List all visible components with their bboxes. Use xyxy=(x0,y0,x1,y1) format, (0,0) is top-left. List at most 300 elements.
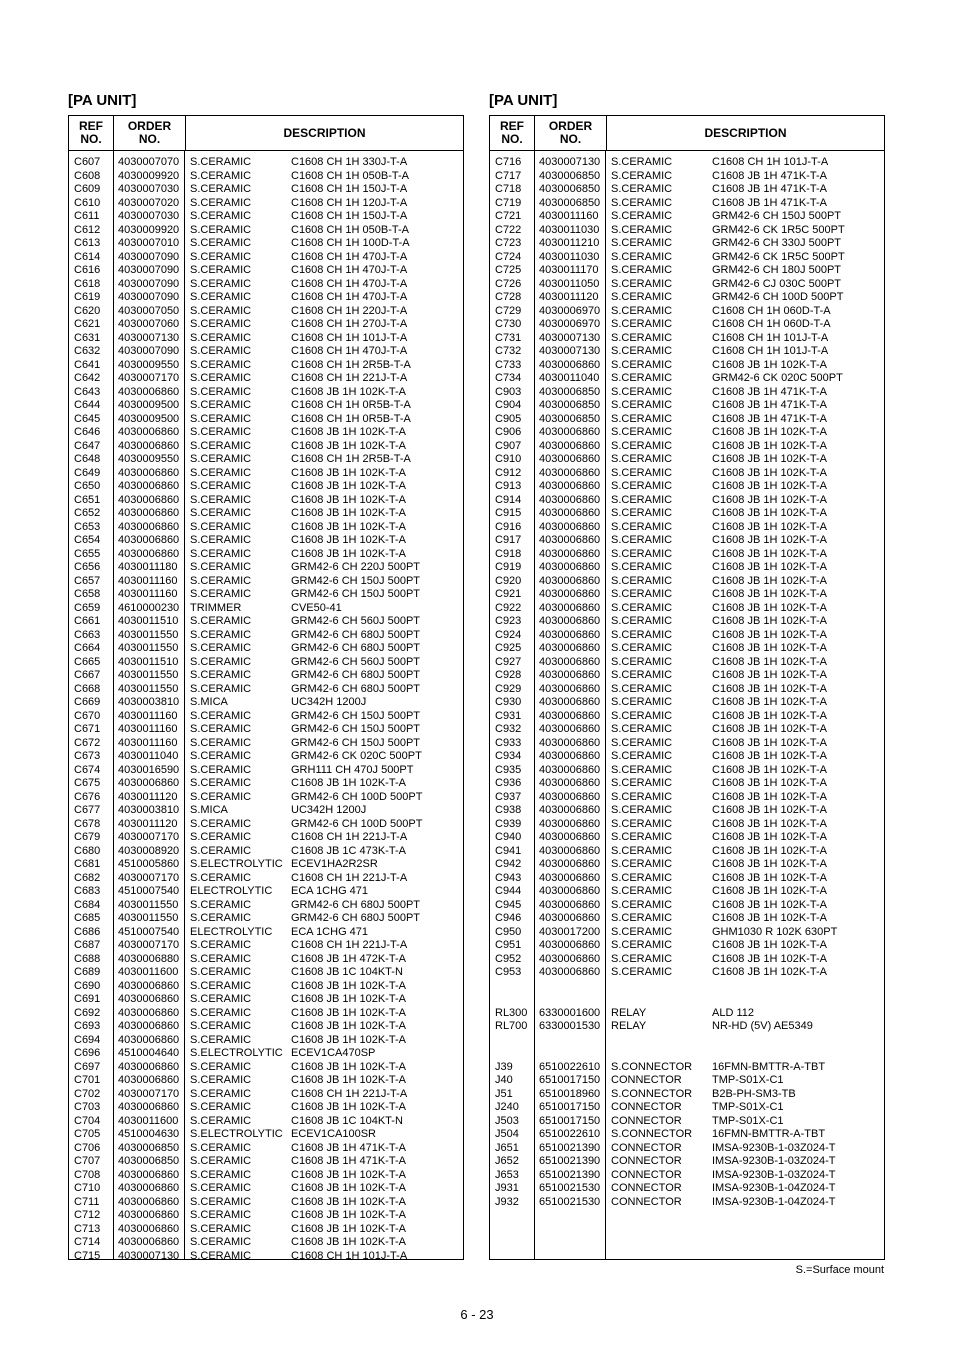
part-type-cell: S.CERAMIC xyxy=(190,439,252,452)
ref-no-cell: C918 xyxy=(495,547,522,560)
table-row xyxy=(69,818,463,832)
table-row xyxy=(69,858,463,872)
part-type-cell: S.CERAMIC xyxy=(190,952,252,965)
table-row xyxy=(69,602,463,616)
part-type-cell: S.CERAMIC xyxy=(190,817,252,830)
part-type-cell: CONNECTOR xyxy=(611,1168,682,1181)
part-type-cell: S.CERAMIC xyxy=(190,507,252,519)
ref-no-cell: C729 xyxy=(495,304,522,317)
part-type-cell: S.CERAMIC xyxy=(190,372,252,384)
part-type-cell: S.CERAMIC xyxy=(190,210,252,222)
part-spec-cell: C1608 CH 1H 330J-T-A xyxy=(291,156,408,168)
order-no-cell: 4030006850 xyxy=(118,1141,180,1154)
ref-no-cell: C930 xyxy=(495,696,522,708)
part-spec-cell: C1608 JB 1H 102K-T-A xyxy=(712,952,827,965)
part-type-cell: S.CERAMIC xyxy=(611,237,673,249)
ref-no-cell: C940 xyxy=(495,831,522,843)
table-row xyxy=(490,251,884,265)
part-spec-cell: C1608 CH 1H 2R5B-T-A xyxy=(291,358,411,371)
part-type-cell: S.CERAMIC xyxy=(611,912,673,924)
part-spec-cell: TMP-S01X-C1 xyxy=(712,1101,784,1113)
part-type-cell: S.CERAMIC xyxy=(611,156,673,168)
order-no-cell: 4030006850 xyxy=(539,169,601,182)
ref-no-cell: C704 xyxy=(74,1114,101,1127)
table-row xyxy=(490,912,884,926)
part-spec-cell: GRM42-6 CH 150J 500PT xyxy=(291,736,420,749)
table-row xyxy=(69,305,463,319)
part-type-cell: CONNECTOR xyxy=(611,1155,682,1167)
part-type-cell: S.CERAMIC xyxy=(611,844,673,857)
table-row xyxy=(490,1074,884,1088)
order-no-cell: 4030007070 xyxy=(118,156,180,168)
ref-no-cell: C952 xyxy=(495,952,522,965)
order-no-cell: 4030011160 xyxy=(118,709,178,722)
part-spec-cell: C1608 CH 1H 2R5B-T-A xyxy=(291,453,411,465)
order-no-cell: 4030007050 xyxy=(118,304,180,317)
table-row xyxy=(69,723,463,737)
table-row xyxy=(69,534,463,548)
order-no-cell: 4030009920 xyxy=(118,169,180,182)
table-row xyxy=(69,453,463,467)
order-no-cell: 6510017150 xyxy=(539,1101,601,1113)
part-spec-cell: C1608 CH 1H 101J-T-A xyxy=(291,1249,408,1262)
ref-no-cell: C687 xyxy=(74,939,101,951)
table-row xyxy=(69,1223,463,1237)
part-spec-cell: C1608 CH 1H 100D-T-A xyxy=(291,237,410,249)
table-row xyxy=(69,1115,463,1129)
table-row xyxy=(69,170,463,184)
right-unit-title: [PA UNIT] xyxy=(489,92,558,109)
order-no-cell: 4030006860 xyxy=(118,993,180,1005)
part-spec-cell: C1608 JB 1H 102K-T-A xyxy=(712,601,827,614)
part-spec-cell: C1608 JB 1H 471K-T-A xyxy=(712,196,827,209)
table-row xyxy=(490,818,884,832)
part-spec-cell: C1608 JB 1H 102K-T-A xyxy=(712,453,827,465)
ref-no-cell: C654 xyxy=(74,534,101,546)
part-type-cell: S.CERAMIC xyxy=(190,1249,252,1262)
table-row xyxy=(69,939,463,953)
table-row xyxy=(490,264,884,278)
ref-no-cell: J932 xyxy=(495,1195,519,1208)
table-row xyxy=(69,467,463,481)
part-type-cell: S.CERAMIC xyxy=(611,264,673,276)
ref-no-cell: C656 xyxy=(74,561,101,573)
part-spec-cell: C1608 CH 1H 470J-T-A xyxy=(291,277,408,290)
table-row xyxy=(490,669,884,683)
part-type-cell: S.CERAMIC xyxy=(611,939,673,951)
part-type-cell: S.CERAMIC xyxy=(190,385,252,398)
part-type-cell: S.CERAMIC xyxy=(190,736,252,749)
table-row xyxy=(69,1047,463,1061)
ref-no-cell: C670 xyxy=(74,709,101,722)
table-row xyxy=(69,251,463,265)
part-spec-cell: C1608 CH 1H 101J-T-A xyxy=(291,331,408,344)
part-spec-cell: 16FMN-BMTTR-A-TBT xyxy=(712,1128,826,1140)
ref-no-cell: C706 xyxy=(74,1141,101,1154)
part-spec-cell: C1608 JB 1H 102K-T-A xyxy=(712,736,827,749)
order-no-cell: 4030009550 xyxy=(118,453,180,465)
table-row xyxy=(490,953,884,967)
part-spec-cell: GRM42-6 CH 100D 500PT xyxy=(291,790,423,803)
ref-no-cell: C722 xyxy=(495,223,522,236)
order-no-cell: 4030006860 xyxy=(539,750,601,762)
table-row xyxy=(69,210,463,224)
table-row xyxy=(69,440,463,454)
ref-no-cell: C697 xyxy=(74,1060,101,1073)
order-no-cell: 4030006860 xyxy=(539,439,601,452)
table-row xyxy=(490,534,884,548)
order-no-cell: 4030006860 xyxy=(118,480,180,492)
order-no-cell: 4030011120 xyxy=(539,291,599,303)
part-type-cell: S.CERAMIC xyxy=(611,183,673,195)
table-row xyxy=(490,926,884,940)
ref-no-cell: C734 xyxy=(495,372,522,384)
table-row xyxy=(490,1088,884,1102)
ref-no-cell: C925 xyxy=(495,642,522,654)
ref-no-cell: C943 xyxy=(495,871,522,884)
ref-no-cell: C672 xyxy=(74,736,101,749)
table-body xyxy=(69,156,463,1263)
part-type-cell: S.CERAMIC xyxy=(611,520,673,533)
part-type-cell: S.CERAMIC xyxy=(611,426,673,438)
header-order-no: ORDER NO. xyxy=(113,116,185,150)
order-no-cell: 4030011030 xyxy=(539,223,600,236)
part-type-cell: S.CERAMIC xyxy=(611,588,673,600)
ref-no-cell: C922 xyxy=(495,601,522,614)
table-row xyxy=(69,413,463,427)
part-type-cell: S.CERAMIC xyxy=(190,588,252,600)
order-no-cell: 4030006860 xyxy=(118,777,180,789)
order-no-cell: 4030006860 xyxy=(118,1236,180,1248)
part-spec-cell: C1608 JB 1H 102K-T-A xyxy=(291,385,406,398)
order-no-cell: 4030011550 xyxy=(118,898,179,911)
table-row xyxy=(490,1061,884,1075)
order-no-cell: 4030006860 xyxy=(118,507,180,519)
part-type-cell: S.CERAMIC xyxy=(611,453,673,465)
part-spec-cell: C1608 CH 1H 220J-T-A xyxy=(291,304,408,317)
order-no-cell: 4030006860 xyxy=(118,1182,180,1194)
left-unit-title: [PA UNIT] xyxy=(68,92,137,109)
ref-no-cell: C932 xyxy=(495,723,522,735)
ref-no-cell: C913 xyxy=(495,480,522,492)
part-spec-cell: C1608 JB 1H 102K-T-A xyxy=(712,655,827,668)
part-type-cell: S.CERAMIC xyxy=(611,507,673,519)
part-type-cell: S.CERAMIC xyxy=(611,858,673,870)
ref-no-cell: C675 xyxy=(74,777,101,789)
part-type-cell: S.CERAMIC xyxy=(190,399,252,411)
part-spec-cell: C1608 JB 1H 102K-T-A xyxy=(712,561,827,573)
part-spec-cell: GRM42-6 CK 020C 500PT xyxy=(291,750,422,762)
ref-no-cell: C619 xyxy=(74,291,101,303)
ref-no-cell: C650 xyxy=(74,480,101,492)
table-row xyxy=(69,386,463,400)
table-row xyxy=(69,1142,463,1156)
order-no-cell: 4030006850 xyxy=(539,412,601,425)
table-row xyxy=(490,440,884,454)
table-row xyxy=(490,453,884,467)
part-spec-cell: IMSA-9230B-1-04Z024-T xyxy=(712,1195,836,1208)
table-row xyxy=(69,345,463,359)
part-type-cell: S.CERAMIC xyxy=(190,912,252,924)
order-no-cell: 4030011120 xyxy=(118,790,178,803)
ref-no-cell: C696 xyxy=(74,1047,101,1059)
table-row xyxy=(69,359,463,373)
order-no-cell: 6510022610 xyxy=(539,1128,601,1140)
table-row xyxy=(490,845,884,859)
part-spec-cell: GRM42-6 CH 680J 500PT xyxy=(291,642,420,654)
part-type-cell: S.CERAMIC xyxy=(611,790,673,803)
header-description: DESCRIPTION xyxy=(606,116,884,150)
table-row xyxy=(490,1155,884,1169)
ref-no-cell: C610 xyxy=(74,196,101,209)
part-spec-cell: C1608 JB 1C 473K-T-A xyxy=(291,844,406,857)
part-type-cell: S.CERAMIC xyxy=(190,682,252,695)
table-row xyxy=(69,426,463,440)
part-type-cell: S.CERAMIC xyxy=(611,952,673,965)
part-type-cell: S.CERAMIC xyxy=(190,1101,252,1113)
ref-no-cell: C681 xyxy=(74,858,101,870)
order-no-cell: 4030007130 xyxy=(539,156,601,168)
order-no-cell: 4030006860 xyxy=(539,844,601,857)
order-no-cell: 4030011550 xyxy=(118,669,179,681)
part-spec-cell: C1608 JB 1H 102K-T-A xyxy=(291,1209,406,1221)
order-no-cell: 6510021390 xyxy=(539,1141,601,1154)
part-spec-cell: GRH111 CH 470J 500PT xyxy=(291,763,414,776)
part-spec-cell: C1608 JB 1C 104KT-N xyxy=(291,1114,403,1127)
table-row xyxy=(490,1047,884,1061)
table-row xyxy=(490,1128,884,1142)
part-type-cell: S.CERAMIC xyxy=(190,534,252,546)
ref-no-cell: J651 xyxy=(495,1141,519,1154)
part-spec-cell: C1608 CH 1H 470J-T-A xyxy=(291,250,408,263)
part-spec-cell: GRM42-6 CH 680J 500PT xyxy=(291,628,420,641)
part-spec-cell: C1608 JB 1H 471K-T-A xyxy=(712,412,827,425)
table-row xyxy=(490,372,884,386)
part-type-cell: S.CERAMIC xyxy=(190,1006,252,1019)
part-spec-cell: C1608 CH 1H 050B-T-A xyxy=(291,223,409,236)
part-type-cell: S.CERAMIC xyxy=(611,493,673,506)
order-no-cell: 4030006860 xyxy=(539,817,601,830)
order-no-cell: 4030006860 xyxy=(539,534,601,546)
table-row xyxy=(490,1196,884,1210)
ref-no-cell: C620 xyxy=(74,304,101,317)
order-no-cell: 4030006860 xyxy=(118,1101,180,1113)
part-spec-cell: C1608 JB 1H 102K-T-A xyxy=(291,1033,406,1046)
ref-no-cell: RL300 xyxy=(495,1006,528,1019)
part-spec-cell: C1608 JB 1H 102K-T-A xyxy=(291,493,406,506)
table-row xyxy=(69,1088,463,1102)
part-spec-cell: C1608 JB 1H 102K-T-A xyxy=(291,1101,406,1113)
part-spec-cell: C1608 JB 1H 102K-T-A xyxy=(291,1060,406,1073)
ref-no-cell: C946 xyxy=(495,912,522,924)
order-no-cell: 4510004640 xyxy=(118,1047,180,1059)
ref-no-cell: C607 xyxy=(74,156,101,168)
table-row xyxy=(69,291,463,305)
part-type-cell: S.CERAMIC xyxy=(190,196,252,209)
part-type-cell: CONNECTOR xyxy=(611,1195,682,1208)
part-spec-cell: C1608 CH 1H 221J-T-A xyxy=(291,1087,408,1100)
part-spec-cell: C1608 CH 1H 101J-T-A xyxy=(712,345,829,357)
part-spec-cell: C1608 JB 1H 102K-T-A xyxy=(291,979,406,992)
table-row xyxy=(490,278,884,292)
part-type-cell: S.CERAMIC xyxy=(190,979,252,992)
order-no-cell: 4030006860 xyxy=(539,709,601,722)
order-no-cell: 4030006860 xyxy=(539,912,601,924)
part-type-cell: S.CERAMIC xyxy=(190,358,252,371)
part-type-cell: S.CERAMIC xyxy=(611,831,673,843)
order-no-cell: 4030006860 xyxy=(539,574,601,587)
part-spec-cell: C1608 JB 1H 102K-T-A xyxy=(291,993,406,1005)
part-type-cell: S.CERAMIC xyxy=(611,304,673,317)
order-no-cell: 4030003810 xyxy=(118,696,180,708)
part-type-cell: S.CERAMIC xyxy=(190,264,252,276)
part-type-cell: CONNECTOR xyxy=(611,1182,682,1194)
ref-no-cell: C923 xyxy=(495,615,522,627)
ref-no-cell: C642 xyxy=(74,372,101,384)
table-row xyxy=(490,1142,884,1156)
part-type-cell: S.CERAMIC xyxy=(190,790,252,803)
table-row xyxy=(490,1169,884,1183)
order-no-cell: 4030006860 xyxy=(118,1195,180,1208)
part-spec-cell: C1608 JB 1H 102K-T-A xyxy=(291,547,406,560)
ref-no-cell: C953 xyxy=(495,966,522,978)
part-type-cell: S.CERAMIC xyxy=(190,156,252,168)
part-spec-cell: GRM42-6 CK 020C 500PT xyxy=(712,372,843,384)
part-type-cell: S.CERAMIC xyxy=(611,763,673,776)
table-row xyxy=(69,264,463,278)
table-row xyxy=(490,210,884,224)
header-description: DESCRIPTION xyxy=(185,116,463,150)
order-no-cell: 4030006860 xyxy=(118,439,180,452)
part-type-cell: S.ELECTROLYTIC xyxy=(190,1047,283,1059)
ref-no-cell: C705 xyxy=(74,1128,101,1140)
table-row xyxy=(490,980,884,994)
order-no-cell: 4030006860 xyxy=(539,763,601,776)
ref-no-cell: C939 xyxy=(495,817,522,830)
table-row xyxy=(69,575,463,589)
ref-no-cell: C691 xyxy=(74,993,101,1005)
part-spec-cell: C1608 JB 1H 102K-T-A xyxy=(712,871,827,884)
ref-no-cell: C933 xyxy=(495,736,522,749)
part-type-cell: S.CERAMIC xyxy=(190,480,252,492)
part-spec-cell: C1608 JB 1H 102K-T-A xyxy=(712,709,827,722)
table-row xyxy=(69,507,463,521)
ref-no-cell: C703 xyxy=(74,1101,101,1113)
part-type-cell: S.CERAMIC xyxy=(190,709,252,722)
part-spec-cell: GRM42-6 CH 560J 500PT xyxy=(291,615,420,627)
part-type-cell: S.CERAMIC xyxy=(611,399,673,411)
ref-no-cell: C685 xyxy=(74,912,101,924)
part-spec-cell: C1608 JB 1C 104KT-N xyxy=(291,966,403,978)
part-type-cell: S.CERAMIC xyxy=(611,925,673,938)
order-no-cell: 4030006860 xyxy=(118,1074,180,1086)
ref-no-cell: C641 xyxy=(74,358,101,371)
part-spec-cell: C1608 JB 1H 102K-T-A xyxy=(712,682,827,695)
part-spec-cell: GRM42-6 CH 220J 500PT xyxy=(291,561,420,573)
ref-no-cell: C931 xyxy=(495,709,522,722)
order-no-cell: 4030006860 xyxy=(539,601,601,614)
part-type-cell: S.CERAMIC xyxy=(190,1236,252,1248)
part-spec-cell: ECEV1CA470SP xyxy=(291,1047,376,1059)
table-row xyxy=(490,1182,884,1196)
part-type-cell: S.CERAMIC xyxy=(190,777,252,789)
part-spec-cell: C1608 JB 1H 102K-T-A xyxy=(291,439,406,452)
part-spec-cell: C1608 JB 1H 102K-T-A xyxy=(291,1182,406,1194)
part-spec-cell: C1608 JB 1H 102K-T-A xyxy=(712,723,827,735)
ref-no-cell: C661 xyxy=(74,615,101,627)
order-no-cell: 4030009550 xyxy=(118,358,180,371)
part-spec-cell: C1608 CH 1H 221J-T-A xyxy=(291,372,408,384)
table-row xyxy=(490,723,884,737)
order-no-cell: 4030007170 xyxy=(118,1087,180,1100)
part-type-cell: S.CERAMIC xyxy=(190,169,252,182)
part-spec-cell: C1608 JB 1H 102K-T-A xyxy=(291,777,406,789)
ref-no-cell: C707 xyxy=(74,1155,101,1167)
order-no-cell: 4030011550 xyxy=(118,642,179,654)
part-spec-cell: C1608 JB 1H 102K-T-A xyxy=(712,615,827,627)
order-no-cell: 4030006860 xyxy=(118,1033,180,1046)
ref-no-cell: C713 xyxy=(74,1222,101,1235)
order-no-cell: 4030007010 xyxy=(118,237,180,249)
table-row xyxy=(69,629,463,643)
footnote: S.=Surface mount xyxy=(795,1264,884,1276)
order-no-cell: 4030011600 xyxy=(118,966,179,978)
part-spec-cell: C1608 CH 1H 101J-T-A xyxy=(712,156,829,168)
part-spec-cell: GRM42-6 CH 150J 500PT xyxy=(291,588,420,600)
order-no-cell: 4030006860 xyxy=(539,466,601,479)
ref-no-cell: C671 xyxy=(74,723,101,735)
part-spec-cell: C1608 JB 1H 102K-T-A xyxy=(712,817,827,830)
part-type-cell: S.CERAMIC xyxy=(190,453,252,465)
order-no-cell: 4030007130 xyxy=(118,1249,180,1262)
order-no-cell: 4030006860 xyxy=(539,480,601,492)
part-spec-cell: C1608 CH 1H 150J-T-A xyxy=(291,183,408,195)
table-row xyxy=(490,291,884,305)
ref-no-cell: C658 xyxy=(74,588,101,600)
order-no-cell: 6510018960 xyxy=(539,1087,601,1100)
order-no-cell: 4030006880 xyxy=(118,952,180,965)
part-spec-cell: C1608 JB 1H 471K-T-A xyxy=(291,1155,406,1167)
part-type-cell: S.CERAMIC xyxy=(611,966,673,978)
ref-no-cell: C728 xyxy=(495,291,522,303)
table-row xyxy=(490,696,884,710)
table-row xyxy=(490,885,884,899)
order-no-cell: 4030006860 xyxy=(118,1060,180,1073)
part-type-cell: S.CERAMIC xyxy=(190,669,252,681)
part-type-cell: S.CERAMIC xyxy=(190,493,252,506)
order-no-cell: 4030006860 xyxy=(539,885,601,897)
part-type-cell: S.CERAMIC xyxy=(611,898,673,911)
ref-no-cell: C652 xyxy=(74,507,101,519)
part-spec-cell: C1608 JB 1H 102K-T-A xyxy=(712,777,827,789)
table-row xyxy=(490,561,884,575)
part-type-cell: S.CONNECTOR xyxy=(611,1128,693,1140)
order-no-cell: 4030009500 xyxy=(118,412,180,425)
ref-no-cell: C669 xyxy=(74,696,101,708)
part-spec-cell: C1608 JB 1H 102K-T-A xyxy=(291,480,406,492)
ref-no-cell: C680 xyxy=(74,844,101,857)
part-spec-cell: C1608 JB 1H 102K-T-A xyxy=(712,534,827,546)
part-spec-cell: C1608 JB 1H 102K-T-A xyxy=(712,966,827,978)
ref-no-cell: C677 xyxy=(74,804,101,816)
part-spec-cell: C1608 CH 1H 221J-T-A xyxy=(291,939,408,951)
ref-no-cell: C657 xyxy=(74,574,101,587)
part-type-cell: S.CERAMIC xyxy=(611,709,673,722)
part-type-cell: S.CERAMIC xyxy=(611,804,673,816)
ref-no-cell: C665 xyxy=(74,655,101,668)
right-parts-table xyxy=(489,115,885,1260)
order-no-cell: 4030006860 xyxy=(539,777,601,789)
